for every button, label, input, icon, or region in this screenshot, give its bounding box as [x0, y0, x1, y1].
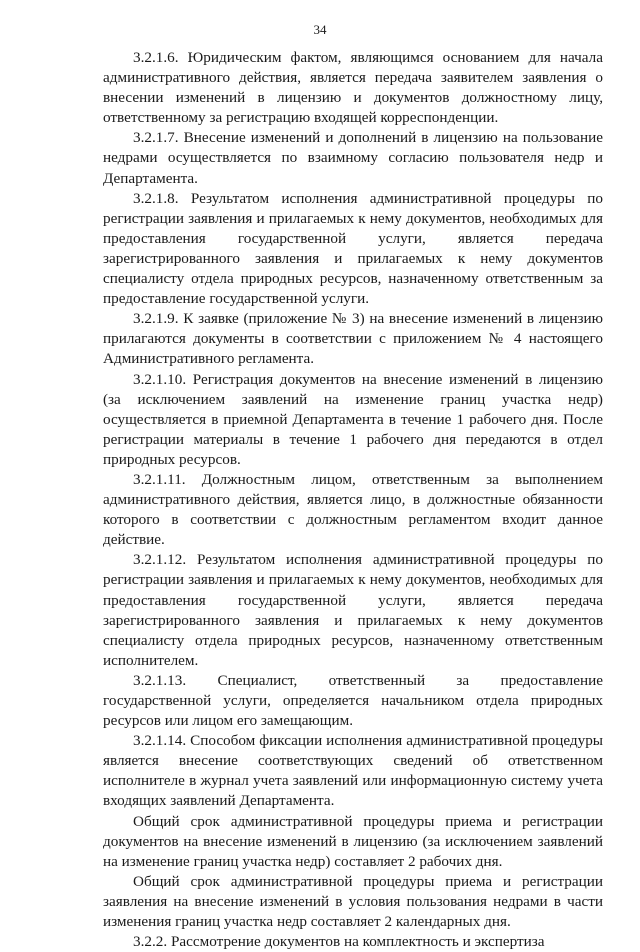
paragraph-3-2-1-12: 3.2.1.12. Результатом исполнения административной процедуры по регистрации заявления и прилагаемых к нему документов, необходимых для предоставления государственной услуги, является передача зарегистрированного заявления и прилагаемых к нему документов специалисту отдела природных ресурсов, назначенному ответственным исполнителем.	[103, 551, 603, 669]
paragraph-3-2-1-10: 3.2.1.10. Регистрация документов на внесение изменений в лицензию (за исключением заявлений на изменение границ участка недр) осуществляется в приемной Департамента в течение 1 рабочего дня. После регистрации материалы в течение 1 рабочего дня передаются в отдел природных ресурсов.	[103, 370, 603, 468]
paragraph-total-term-boundaries: Общий срок административной процедуры приема и регистрации заявления на внесение изменений в условия пользования недрами в части изменения границ участка недр составляет 2 календарных дня.	[103, 872, 603, 931]
page-number: 34	[313, 22, 327, 37]
paragraph-3-2-1-6: 3.2.1.6. Юридическим фактом, являющимся основанием для начала административного действия, является передача заявителем заявления о внесении изменений в лицензию и документов должностному лицу, ответственному за регистрацию входящей корреспонденции.	[103, 49, 603, 127]
paragraph-3-2-1-14: 3.2.1.14. Способом фиксации исполнения административной процедуры является внесение соответствующих сведений об ответственном исполнителе в журнал учета заявлений или информационную систему учета входящих заявлений Департамента.	[103, 732, 603, 810]
section-heading-3-2-2: 3.2.2. Рассмотрение документов на комплектность и экспертиза	[133, 933, 545, 951]
paragraph-3-2-1-7: 3.2.1.7. Внесение изменений и дополнений в лицензию на пользование недрами осуществляется по взаимному согласию пользователя недр и Департамента.	[103, 129, 603, 187]
paragraph-3-2-1-9: 3.2.1.9. К заявке (приложение № 3) на внесение изменений в лицензию прилагаются документы в соответствии с приложением № 4 настоящего Административного регламента.	[103, 310, 603, 368]
paragraph-total-term-documents: Общий срок административной процедуры приема и регистрации документов на внесение изменений в лицензию (за исключением заявлений на изменение границ участка недр) составляет 2 рабочих дня.	[103, 812, 603, 870]
paragraph-3-2-1-11: 3.2.1.11. Должностным лицом, ответственным за выполнением административного действия, является лицо, в должностные обязанности которого в соответствии с должностным регламентом входит данное действие.	[103, 470, 603, 549]
paragraph-3-2-1-13: 3.2.1.13. Специалист, ответственный за предоставление государственной услуги, определяется начальником отдела природных ресурсов или лицом его замещающим.	[103, 671, 603, 730]
paragraph-3-2-1-8: 3.2.1.8. Результатом исполнения административной процедуры по регистрации заявления и прилагаемых к нему документов, необходимых для предоставления государственной услуги, является передача зарегистрированного заявления и прилагаемых к нему документов специалисту отдела природных ресурсов, назначенному ответственным за предоставление государственной услуги.	[103, 189, 603, 308]
document-body	[103, 48, 603, 952]
